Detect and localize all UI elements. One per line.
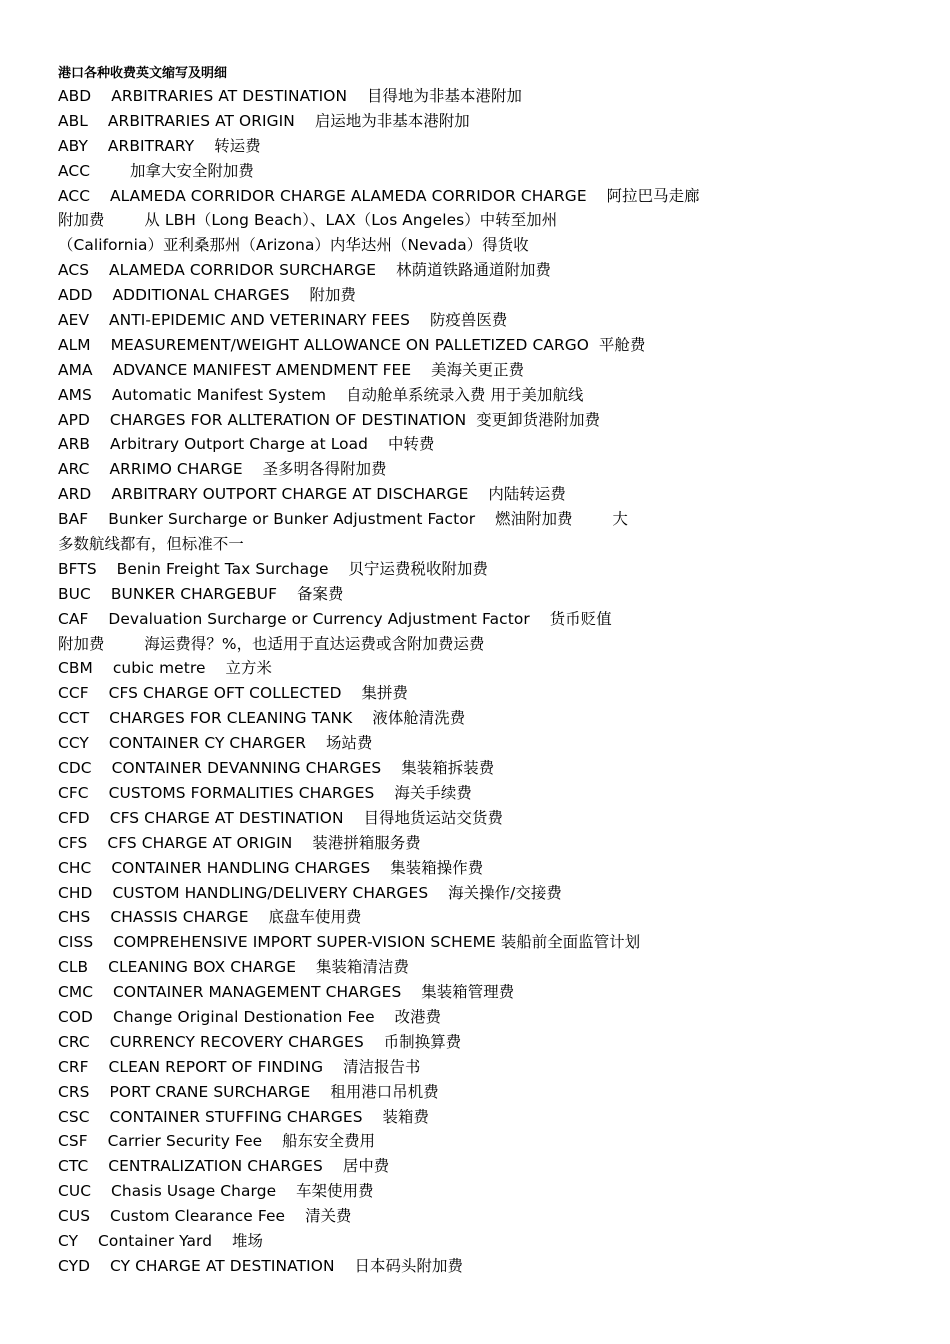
fee-line: CFD CFS CHARGE AT DESTINATION 目得地货运站交货费 bbox=[58, 808, 504, 827]
fee-line: BAF Bunker Surcharge or Bunker Adjustment Factor 燃油附加费 大 bbox=[58, 510, 629, 529]
fee-line: CRS PORT CRANE SURCHARGE 租用港口吊机费 bbox=[58, 1082, 439, 1101]
fee-list bbox=[58, 84, 758, 1279]
fee-line: CDC CONTAINER DEVANNING CHARGES 集装箱拆装费 bbox=[58, 759, 495, 778]
fee-line: CHC CONTAINER HANDLING CHARGES 集装箱操作费 bbox=[58, 858, 484, 877]
fee-line: BFTS Benin Freight Tax Surchage 贝宁运费税收附加费 bbox=[58, 559, 488, 578]
document-title: 港口各种收费英文缩写及明细 bbox=[58, 66, 228, 81]
fee-line: BUC BUNKER CHARGEBUF 备案费 bbox=[58, 584, 344, 603]
fee-line: ABY ARBITRARY 转运费 bbox=[58, 136, 261, 155]
fee-line: CYD CY CHARGE AT DESTINATION 日本码头附加费 bbox=[58, 1256, 463, 1275]
fee-line: ARB Arbitrary Outport Charge at Load 中转费 bbox=[58, 435, 435, 454]
fee-line: 多数航线都有，但标准不一 bbox=[58, 535, 244, 554]
fee-line: CLB CLEANING BOX CHARGE 集装箱清洁费 bbox=[58, 958, 409, 977]
document-page bbox=[58, 66, 758, 1279]
fee-line: APD CHARGES FOR ALLTERATION OF DESTINATION 变更卸货港附加费 bbox=[58, 410, 601, 429]
fee-line: CSC CONTAINER STUFFING CHARGES 装箱费 bbox=[58, 1107, 430, 1126]
fee-line: CHD CUSTOM HANDLING/DELIVERY CHARGES 海关操作/交接费 bbox=[58, 883, 562, 902]
fee-line: ACC 加拿大安全附加费 bbox=[58, 161, 254, 180]
fee-line: ALM MEASUREMENT/WEIGHT ALLOWANCE ON PALLETIZED CARGO 平舱费 bbox=[58, 335, 646, 354]
fee-line: ABL ARBITRARIES AT ORIGIN 启运地为非基本港附加 bbox=[58, 111, 470, 130]
fee-line: ADD ADDITIONAL CHARGES 附加费 bbox=[58, 286, 357, 305]
fee-line: AMS Automatic Manifest System 自动舱单系统录入费 用于美加航线 bbox=[58, 385, 584, 404]
fee-line: ACS ALAMEDA CORRIDOR SURCHARGE 林荫道铁路通道附加费 bbox=[58, 261, 551, 280]
fee-line: CCF CFS CHARGE OFT COLLECTED 集拼费 bbox=[58, 684, 408, 703]
fee-line: CAF Devaluation Surcharge or Currency Adjustment Factor 货币贬值 bbox=[58, 609, 612, 628]
fee-line: CRF CLEAN REPORT OF FINDING 清洁报告书 bbox=[58, 1057, 421, 1076]
fee-line: CMC CONTAINER MANAGEMENT CHARGES 集装箱管理费 bbox=[58, 983, 515, 1002]
fee-line: CUC Chasis Usage Charge 车架使用费 bbox=[58, 1182, 374, 1201]
fee-line: CCY CONTAINER CY CHARGER 场站费 bbox=[58, 734, 373, 753]
fee-line: ACC ALAMEDA CORRIDOR CHARGE ALAMEDA CORRIDOR CHARGE 阿拉巴马走廊 bbox=[58, 186, 700, 205]
fee-line: CRC CURRENCY RECOVERY CHARGES 币制换算费 bbox=[58, 1032, 462, 1051]
fee-line: CFC CUSTOMS FORMALITIES CHARGES 海关手续费 bbox=[58, 783, 472, 802]
fee-line: CHS CHASSIS CHARGE 底盘车使用费 bbox=[58, 908, 362, 927]
fee-line: COD Change Original Destionation Fee 改港费 bbox=[58, 1007, 442, 1026]
fee-line: CBM cubic metre 立方米 bbox=[58, 659, 272, 678]
fee-line: CSF Carrier Security Fee 船东安全费用 bbox=[58, 1132, 376, 1151]
fee-line: CUS Custom Clearance Fee 清关费 bbox=[58, 1207, 352, 1226]
fee-line: ARD ARBITRARY OUTPORT CHARGE AT DISCHARGE 内陆转运费 bbox=[58, 485, 566, 504]
fee-line: AMA ADVANCE MANIFEST AMENDMENT FEE 美海关更正费 bbox=[58, 360, 525, 379]
fee-line: CCT CHARGES FOR CLEANING TANK 液体舱清洗费 bbox=[58, 709, 466, 728]
fee-line: ABD ARBITRARIES AT DESTINATION 目得地为非基本港附加 bbox=[58, 87, 522, 105]
fee-line: 附加费 海运费得？%，也适用于直达运费或含附加费运费 bbox=[58, 634, 485, 653]
fee-line: （California）亚利桑那州（Arizona）内华达州（Nevada）得货收 bbox=[58, 236, 529, 255]
fee-line: CTC CENTRALIZATION CHARGES 居中费 bbox=[58, 1157, 390, 1176]
fee-line: CY Container Yard 堆场 bbox=[58, 1231, 264, 1250]
fee-line: ARC ARRIMO CHARGE 圣多明各得附加费 bbox=[58, 460, 387, 479]
fee-line: CISS COMPREHENSIVE IMPORT SUPER-VISION SCHEME 装船前全面监管计划 bbox=[58, 933, 641, 952]
fee-line: 附加费 从 LBH（Long Beach）、LAX（Los Angeles）中转至加州 bbox=[58, 211, 558, 230]
fee-line: CFS CFS CHARGE AT ORIGIN 装港拼箱服务费 bbox=[58, 833, 421, 852]
fee-line: AEV ANTI-EPIDEMIC AND VETERINARY FEES 防疫兽医费 bbox=[58, 311, 508, 330]
